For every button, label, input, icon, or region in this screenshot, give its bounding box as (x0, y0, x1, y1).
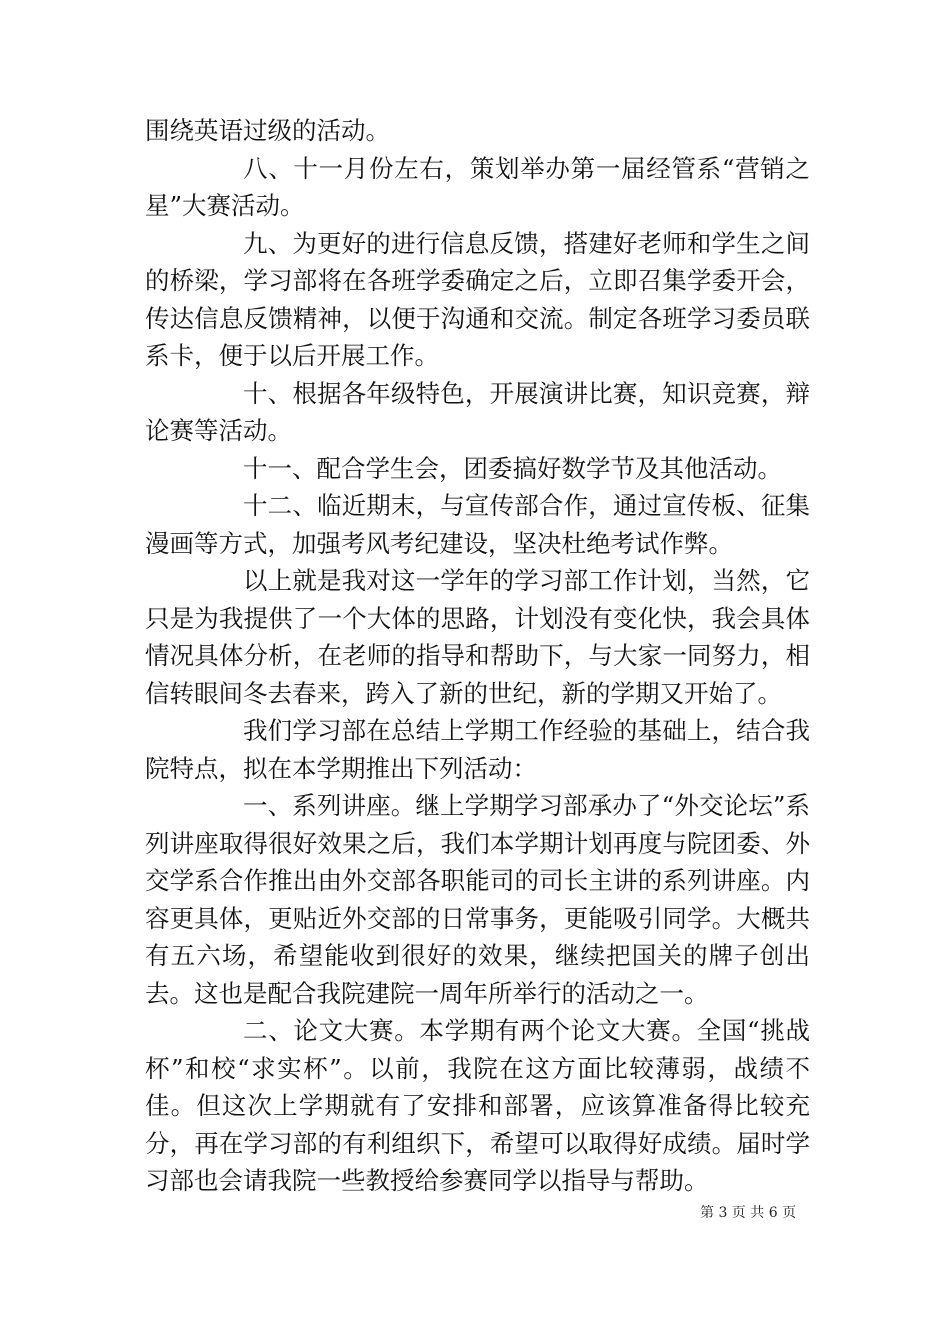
paragraph-continuation: 围绕英语过级的活动。 (145, 116, 390, 145)
paragraph-item-10: 十、根据各年级特色，开展演讲比赛，知识竞赛，辩论赛等活动。 (145, 378, 810, 445)
paragraph-essay-contest: 二、论文大赛。本学期有两个论文大赛。全国“挑战杯”和校“求实杯”。以前，我院在这方面比较薄弱，战绩不佳。但这次上学期就有了安排和部署，应该算准备得比较充分，再在学习部的有利组织下，希望可以取得好成绩。届时学习部也会请我院一些教授给参赛同学以指导与帮助。 (145, 1016, 810, 1195)
paragraph-intro: 我们学习部在总结上学期工作经验的基础上，结合我院特点，拟在本学期推出下列活动： (145, 716, 810, 783)
paragraph-summary: 以上就是我对这一学年的学习部工作计划，当然，它只是为我提供了一个大体的思路，计划没有变化快，我会具体情况具体分析，在老师的指导和帮助下，与大家一同努力，相信转眼间冬去春来，跨入了新的世纪，新的学期又开始了。 (145, 566, 810, 708)
paragraph-item-8: 八、十一月份左右，策划举办第一届经管系“营销之星”大赛活动。 (145, 153, 810, 220)
paragraph-item-9: 九、为更好的进行信息反馈，搭建好老师和学生之间的桥梁，学习部将在各班学委确定之后，立即召集学委开会，传达信息反馈精神，以便于沟通和交流。制定各班学习委员联系卡，便于以后开展工作。 (145, 228, 810, 370)
document-body (145, 112, 810, 1200)
paragraph-lectures: 一、系列讲座。继上学期学习部承办了“外交论坛”系列讲座取得很好效果之后，我们本学期计划再度与院团委、外交学系合作推出由外交部各职能司的司长主讲的系列讲座。内容更具体，更贴近外交部的日常事务，更能吸引同学。大概共有五六场，希望能收到很好的效果，继续把国关的牌子创出去。这也是配合我院建院一周年所举行的活动之一。 (145, 791, 810, 1008)
page-number: 第 3 页 共 6 页 (700, 1205, 797, 1221)
paragraph-item-11: 十一、配合学生会，团委搞好数学节及其他活动。 (243, 453, 782, 483)
paragraph-item-12: 十二、临近期末，与宣传部合作，通过宣传板、征集漫画等方式，加强考风考纪建设，坚决杜绝考试作弊。 (145, 491, 810, 558)
